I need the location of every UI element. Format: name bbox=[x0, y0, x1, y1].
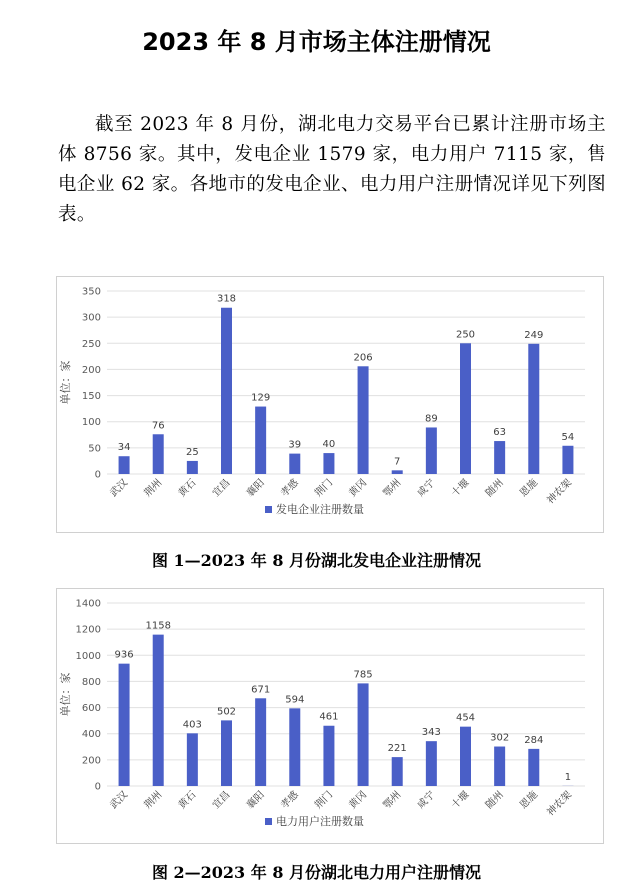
y-tick-label: 250 bbox=[81, 338, 101, 350]
x-tick-label: 襄阳 bbox=[244, 789, 267, 812]
y-tick-label: 200 bbox=[81, 755, 101, 767]
data-label: 318 bbox=[216, 293, 237, 305]
legend-label: 发电企业注册数量 bbox=[276, 503, 364, 516]
data-label: 502 bbox=[216, 706, 237, 718]
bar-襄阳 bbox=[255, 698, 266, 786]
legend-label: 电力用户注册数量 bbox=[276, 815, 364, 828]
x-tick-label: 随州 bbox=[483, 477, 506, 500]
data-label: 250 bbox=[455, 329, 476, 341]
y-tick-label: 100 bbox=[81, 417, 101, 429]
data-label: 63 bbox=[493, 427, 507, 439]
x-tick-label: 孝感 bbox=[278, 789, 301, 812]
bar-恩施 bbox=[528, 749, 539, 786]
bar-武汉 bbox=[119, 456, 130, 474]
data-label: 25 bbox=[185, 446, 199, 458]
bar-鄂州 bbox=[392, 757, 403, 786]
y-tick-label: 1400 bbox=[75, 598, 101, 610]
x-tick-label: 黄冈 bbox=[347, 477, 370, 500]
data-label: 221 bbox=[387, 743, 407, 755]
y-tick-label: 1000 bbox=[75, 650, 101, 662]
data-label: 76 bbox=[151, 420, 165, 432]
bar-咸宁 bbox=[426, 741, 437, 786]
x-tick-label: 黄石 bbox=[176, 789, 199, 812]
data-label: 403 bbox=[182, 719, 202, 731]
data-label: 39 bbox=[288, 439, 302, 451]
data-label: 1 bbox=[564, 771, 572, 783]
bar-孝感 bbox=[289, 454, 300, 474]
x-tick-label: 随州 bbox=[483, 789, 506, 812]
bar-鄂州 bbox=[392, 470, 403, 474]
y-tick-label: 0 bbox=[94, 469, 101, 481]
data-label: 40 bbox=[322, 439, 336, 451]
y-tick-label: 150 bbox=[81, 391, 101, 403]
x-tick-label: 武汉 bbox=[108, 789, 131, 812]
y-tick-label: 400 bbox=[81, 729, 101, 741]
y-tick-label: 800 bbox=[81, 676, 101, 688]
bar-宜昌 bbox=[221, 308, 232, 474]
data-label: 34 bbox=[117, 442, 131, 454]
x-tick-label: 鄂州 bbox=[381, 789, 404, 812]
bar-荆州 bbox=[153, 635, 164, 786]
x-tick-label: 武汉 bbox=[108, 477, 131, 500]
data-label: 206 bbox=[353, 352, 373, 364]
x-tick-label: 宜昌 bbox=[210, 477, 233, 500]
bar-恩施 bbox=[528, 344, 539, 474]
page-title: 2023 年 8 月市场主体注册情况 bbox=[142, 28, 491, 56]
bar-黄冈 bbox=[358, 683, 369, 786]
bar-十堰 bbox=[460, 727, 471, 786]
bar-荆门 bbox=[323, 453, 334, 474]
bar-随州 bbox=[494, 441, 505, 474]
bar-荆门 bbox=[323, 726, 334, 786]
bar-襄阳 bbox=[255, 407, 266, 474]
x-tick-label: 十堰 bbox=[449, 789, 472, 812]
bar-黄石 bbox=[187, 733, 198, 786]
x-tick-label: 神农架 bbox=[545, 477, 575, 507]
bar-黄石 bbox=[187, 461, 198, 474]
x-tick-label: 荆州 bbox=[142, 789, 165, 812]
x-tick-label: 恩施 bbox=[517, 477, 540, 500]
data-label: 671 bbox=[251, 684, 271, 696]
x-tick-label: 荆门 bbox=[313, 789, 336, 812]
x-tick-label: 咸宁 bbox=[415, 789, 438, 812]
x-tick-label: 鄂州 bbox=[381, 477, 404, 500]
bar-咸宁 bbox=[426, 427, 437, 474]
y-tick-label: 600 bbox=[81, 703, 101, 715]
data-label: 249 bbox=[524, 329, 544, 341]
bar-孝感 bbox=[289, 708, 300, 786]
data-label: 7 bbox=[394, 456, 401, 468]
bar-荆州 bbox=[153, 434, 164, 474]
x-tick-label: 孝感 bbox=[278, 477, 301, 500]
chart-generation-enterprises bbox=[56, 276, 604, 533]
data-label: 302 bbox=[490, 732, 510, 744]
bar-随州 bbox=[494, 747, 505, 786]
x-tick-label: 恩施 bbox=[517, 789, 540, 812]
x-tick-label: 荆州 bbox=[142, 477, 165, 500]
bar-十堰 bbox=[460, 343, 471, 474]
data-label: 129 bbox=[251, 392, 271, 404]
figure-caption-1: 图 1—2023 年 8 月份湖北发电企业注册情况 bbox=[151, 551, 482, 570]
y-tick-label: 0 bbox=[94, 781, 101, 793]
data-label: 454 bbox=[455, 712, 476, 724]
x-tick-label: 黄冈 bbox=[347, 789, 370, 812]
x-tick-label: 十堰 bbox=[449, 477, 472, 500]
figure-caption-2: 图 2—2023 年 8 月份湖北电力用户注册情况 bbox=[151, 863, 482, 882]
data-label: 54 bbox=[561, 431, 575, 443]
intro-paragraph: 截至 2023 年 8 月份，湖北电力交易平台已累计注册市场主体 8756 家。其中，发电企业 1579 家，电力用户 7115 家，售电企业 62 家。各地市的发电企业、电力用户注册情况详见下列图表。 bbox=[58, 114, 606, 225]
data-label: 343 bbox=[421, 727, 441, 739]
y-tick-label: 200 bbox=[81, 364, 101, 376]
chart-generation-svg bbox=[57, 277, 603, 532]
data-label: 461 bbox=[319, 711, 339, 723]
data-label: 284 bbox=[524, 734, 544, 746]
x-tick-label: 黄石 bbox=[176, 477, 199, 500]
y-axis-label: 单位：家 bbox=[59, 672, 72, 717]
data-label: 1158 bbox=[145, 620, 171, 632]
y-tick-label: 50 bbox=[88, 443, 101, 455]
bar-黄冈 bbox=[358, 366, 369, 474]
data-label: 936 bbox=[114, 649, 134, 661]
y-tick-label: 350 bbox=[81, 286, 101, 298]
data-label: 89 bbox=[424, 413, 438, 425]
data-label: 594 bbox=[285, 694, 305, 706]
x-tick-label: 宜昌 bbox=[210, 789, 233, 812]
chart-power-users bbox=[56, 588, 604, 844]
data-label: 785 bbox=[353, 669, 373, 681]
legend-swatch bbox=[265, 506, 272, 513]
legend-swatch bbox=[265, 818, 272, 825]
chart-users-svg bbox=[57, 589, 603, 843]
y-tick-label: 1200 bbox=[75, 624, 101, 636]
bar-宜昌 bbox=[221, 720, 232, 786]
bar-神农架 bbox=[562, 446, 573, 474]
x-tick-label: 荆门 bbox=[313, 477, 336, 500]
x-tick-label: 咸宁 bbox=[415, 477, 438, 500]
bar-武汉 bbox=[119, 664, 130, 786]
x-tick-label: 神农架 bbox=[545, 789, 575, 819]
y-axis-label: 单位：家 bbox=[59, 360, 72, 405]
y-tick-label: 300 bbox=[81, 312, 101, 324]
x-tick-label: 襄阳 bbox=[244, 477, 267, 500]
